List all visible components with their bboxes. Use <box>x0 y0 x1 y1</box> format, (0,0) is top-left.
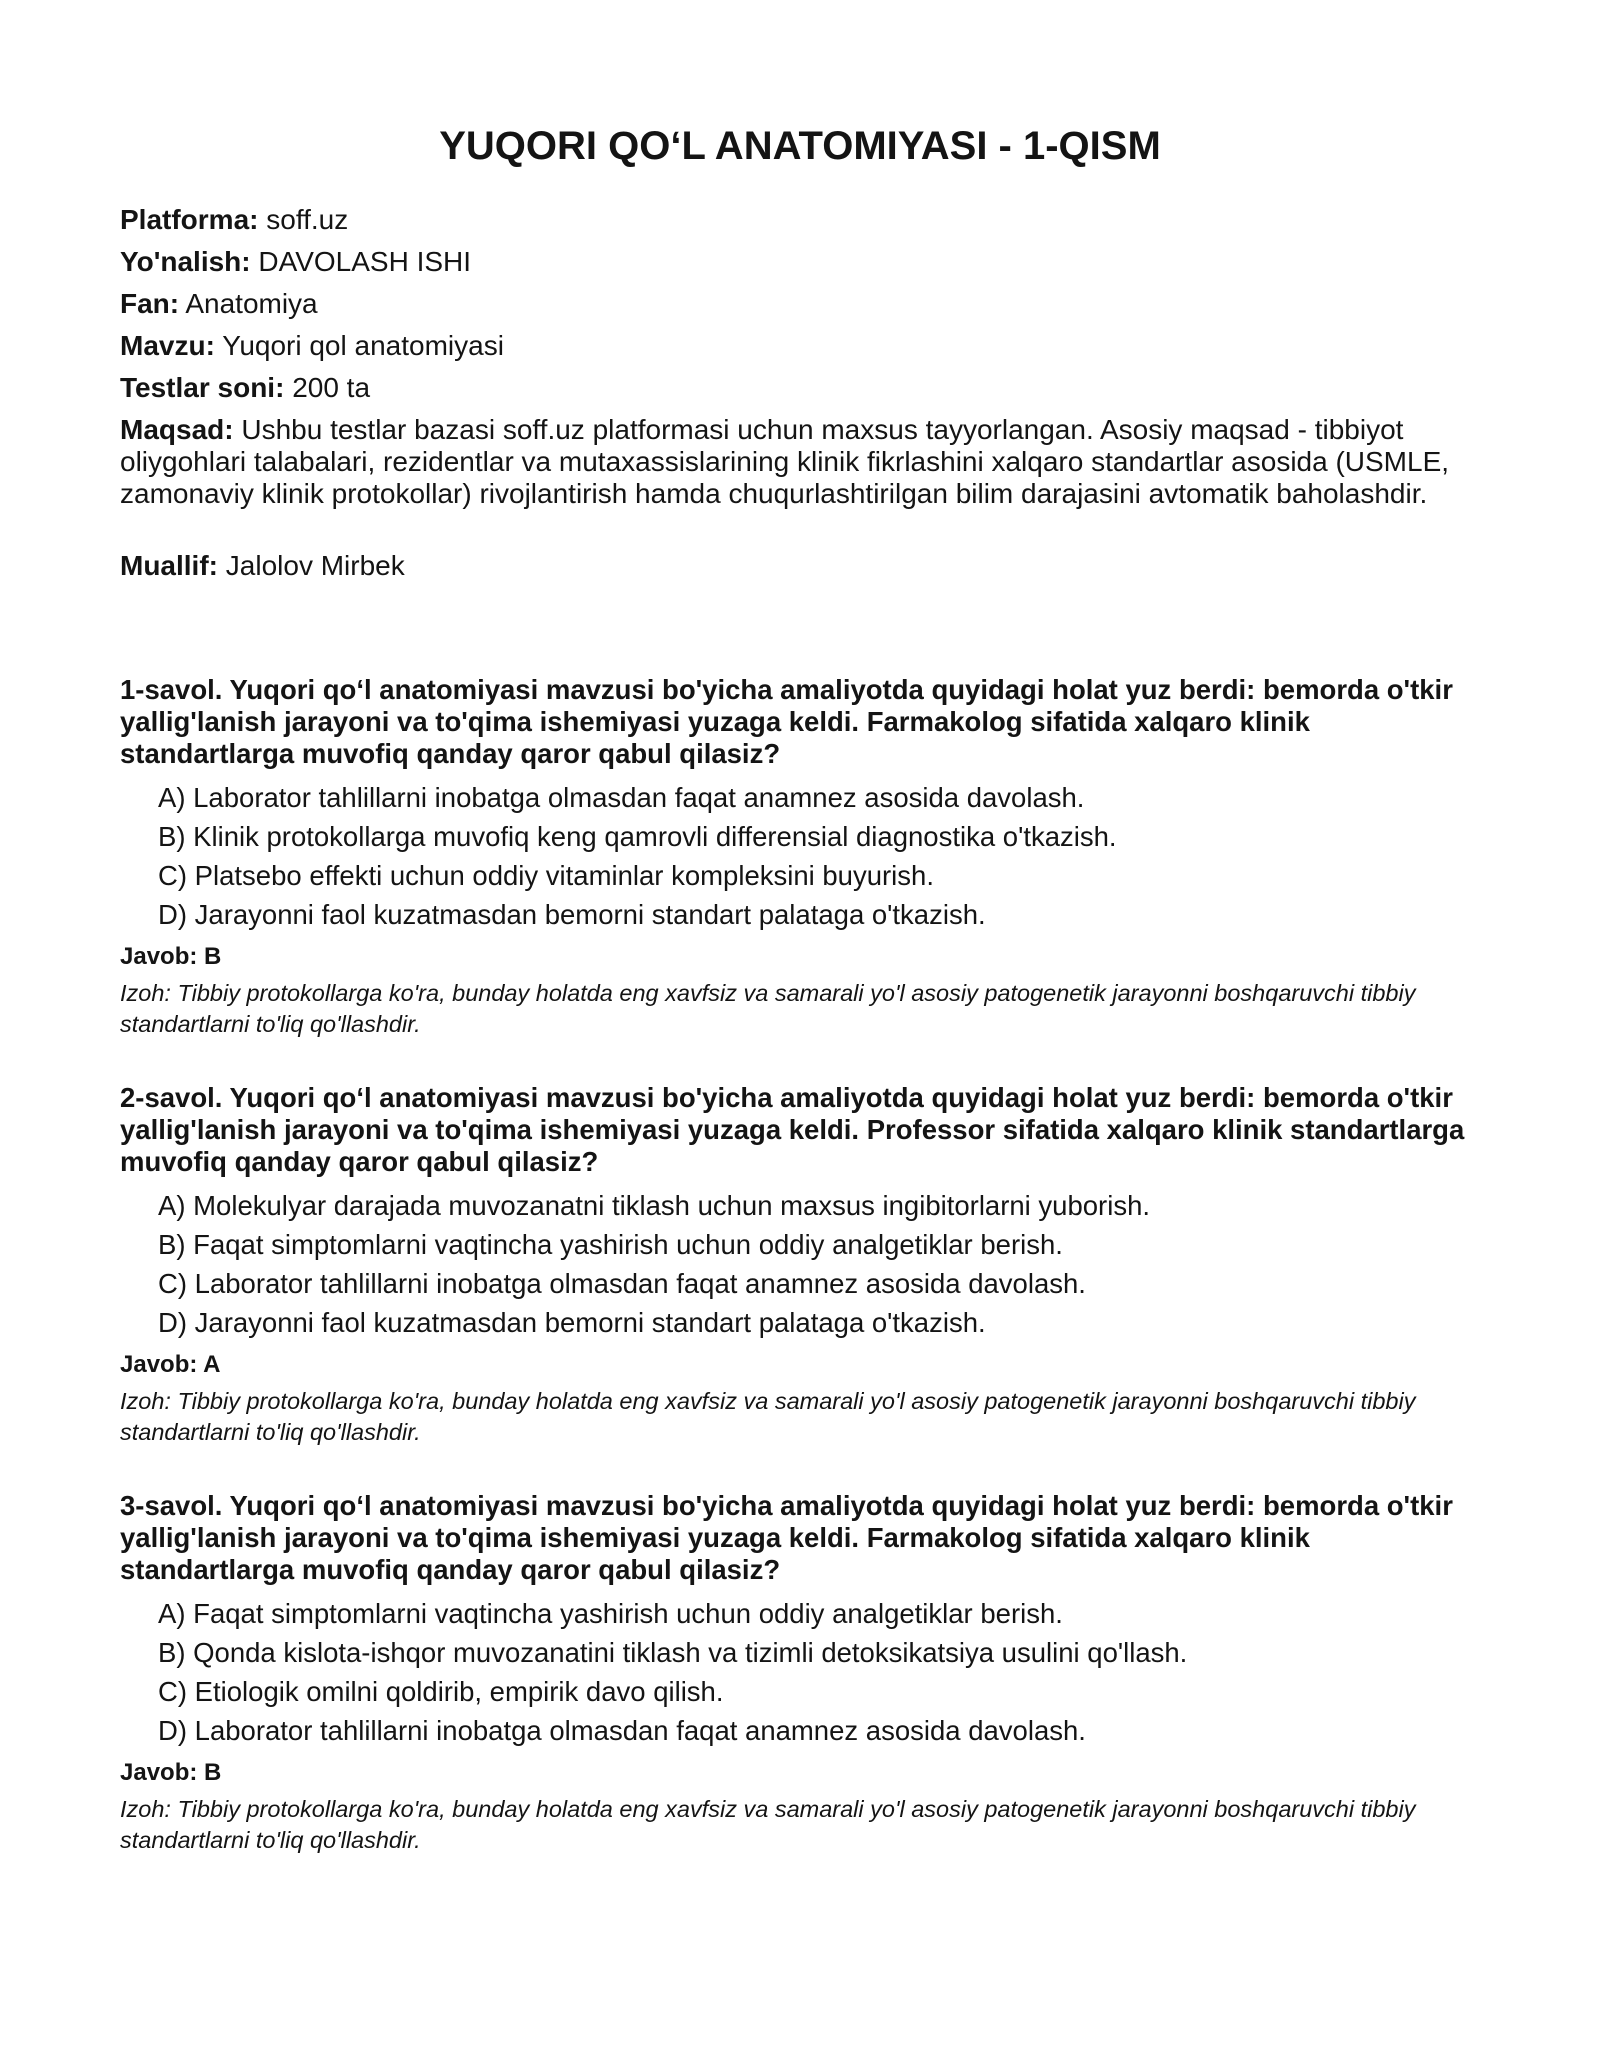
answer-label: Javob: B <box>120 1759 222 1786</box>
meta-topic <box>120 330 1450 362</box>
meta-label: Muallif: <box>120 550 218 581</box>
question-block <box>120 674 1480 1040</box>
option-d: D) Laborator tahlillarni inobatga olmasdan faqat anamnez asosida davolash. <box>158 1715 1086 1746</box>
meta-label: Platforma: <box>120 204 259 235</box>
meta-value: 200 ta <box>292 372 371 403</box>
meta-test-count <box>120 372 1450 404</box>
meta-label: Maqsad: <box>120 414 234 445</box>
question-text: 3-savol. Yuqori qo‘l anatomiyasi mavzusi bo'yicha amaliyotda quyidagi holat yuz berdi: bemorda o'tkir yallig'lanish jarayoni va to'qima ishemiyasi yuzaga keldi. Farmakolog sifatida xalqaro klinik standartlarga muvofiq qanday qaror qabul qilasiz? <box>120 1490 1453 1585</box>
option-c: C) Laborator tahlillarni inobatga olmasdan faqat anamnez asosida davolash. <box>158 1268 1086 1299</box>
meta-value: soff.uz <box>266 204 349 235</box>
document-title: YUQORI QO‘L ANATOMIYASI - 1-QISM <box>439 124 1161 168</box>
option-c: C) Etiologik omilni qoldirib, empirik davo qilish. <box>158 1676 724 1707</box>
explanation-text: Izoh: Tibbiy protokollarga ko'ra, bunday holatda eng xavfsiz va samarali yo'l asosiy patogenetik jarayonni boshqaruvchi tibbiy standartlarni to'liq qo'llashdir. <box>120 1796 1416 1853</box>
option-d: D) Jarayonni faol kuzatmasdan bemorni standart palataga o'tkazish. <box>158 1307 986 1338</box>
option-b: B) Klinik protokollarga muvofiq keng qamrovli differensial diagnostika o'tkazish. <box>158 821 1117 852</box>
meta-label: Testlar soni: <box>120 372 285 403</box>
option-c: C) Platsebo effekti uchun oddiy vitaminlar kompleksini buyurish. <box>158 860 934 891</box>
meta-label: Yo'nalish: <box>120 246 251 277</box>
meta-value: Anatomiya <box>185 288 318 319</box>
answer-label: Javob: B <box>120 943 222 970</box>
question-block <box>120 1490 1480 1856</box>
option-b: B) Qonda kislota-ishqor muvozanatini tiklash va tizimli detoksikatsiya usulini qo'llash. <box>158 1637 1188 1668</box>
meta-value: Jalolov Mirbek <box>225 550 405 581</box>
option-b: B) Faqat simptomlarni vaqtincha yashirish uchun oddiy analgetiklar berish. <box>158 1229 1063 1260</box>
options-list <box>120 782 1480 938</box>
meta-direction <box>120 246 1450 278</box>
meta-label: Fan: <box>120 288 180 319</box>
option-a: A) Faqat simptomlarni vaqtincha yashirish uchun oddiy analgetiklar berish. <box>158 1598 1063 1629</box>
answer-label: Javob: A <box>120 1351 221 1378</box>
meta-subject <box>120 288 1450 320</box>
question-text: 2-savol. Yuqori qo‘l anatomiyasi mavzusi bo'yicha amaliyotda quyidagi holat yuz berdi: bemorda o'tkir yallig'lanish jarayoni va to'qima ishemiyasi yuzaga keldi. Professor sifatida xalqaro klinik standartlarga muvofiq qanday qaror qabul qilasiz? <box>120 1082 1465 1177</box>
meta-purpose <box>120 414 1450 510</box>
option-d: D) Jarayonni faol kuzatmasdan bemorni standart palataga o'tkazish. <box>158 899 986 930</box>
options-list <box>120 1190 1480 1346</box>
question-block <box>120 1082 1480 1448</box>
meta-platform <box>120 204 1450 236</box>
meta-value: Ushbu testlar bazasi soff.uz platformasi uchun maxsus tayyorlangan. Asosiy maqsad - tibbiyot oliygohlari talabalari, rezidentlar va mutaxassislarining klinik fikrlashini xalqaro standartlar asosida (USMLE, zamonaviy klinik protokollar) rivojlantirish hamda chuqurlashtirilgan bilim darajasini avtomatik baholashdir. <box>120 414 1450 509</box>
meta-value: Yuqori qol anatomiyasi <box>222 330 504 361</box>
options-list <box>120 1598 1480 1754</box>
option-a: A) Laborator tahlillarni inobatga olmasdan faqat anamnez asosida davolash. <box>158 782 1085 813</box>
meta-label: Mavzu: <box>120 330 215 361</box>
option-a: A) Molekulyar darajada muvozanatni tiklash uchun maxsus ingibitorlarni yuborish. <box>158 1190 1151 1221</box>
explanation-text: Izoh: Tibbiy protokollarga ko'ra, bunday holatda eng xavfsiz va samarali yo'l asosiy patogenetik jarayonni boshqaruvchi tibbiy standartlarni to'liq qo'llashdir. <box>120 1388 1416 1445</box>
question-text: 1-savol. Yuqori qo‘l anatomiyasi mavzusi bo'yicha amaliyotda quyidagi holat yuz berdi: bemorda o'tkir yallig'lanish jarayoni va to'qima ishemiyasi yuzaga keldi. Farmakolog sifatida xalqaro klinik standartlarga muvofiq qanday qaror qabul qilasiz? <box>120 674 1453 769</box>
meta-value: DAVOLASH ISHI <box>258 246 472 277</box>
explanation-text: Izoh: Tibbiy protokollarga ko'ra, bunday holatda eng xavfsiz va samarali yo'l asosiy patogenetik jarayonni boshqaruvchi tibbiy standartlarni to'liq qo'llashdir. <box>120 980 1416 1037</box>
meta-author <box>120 550 1450 582</box>
